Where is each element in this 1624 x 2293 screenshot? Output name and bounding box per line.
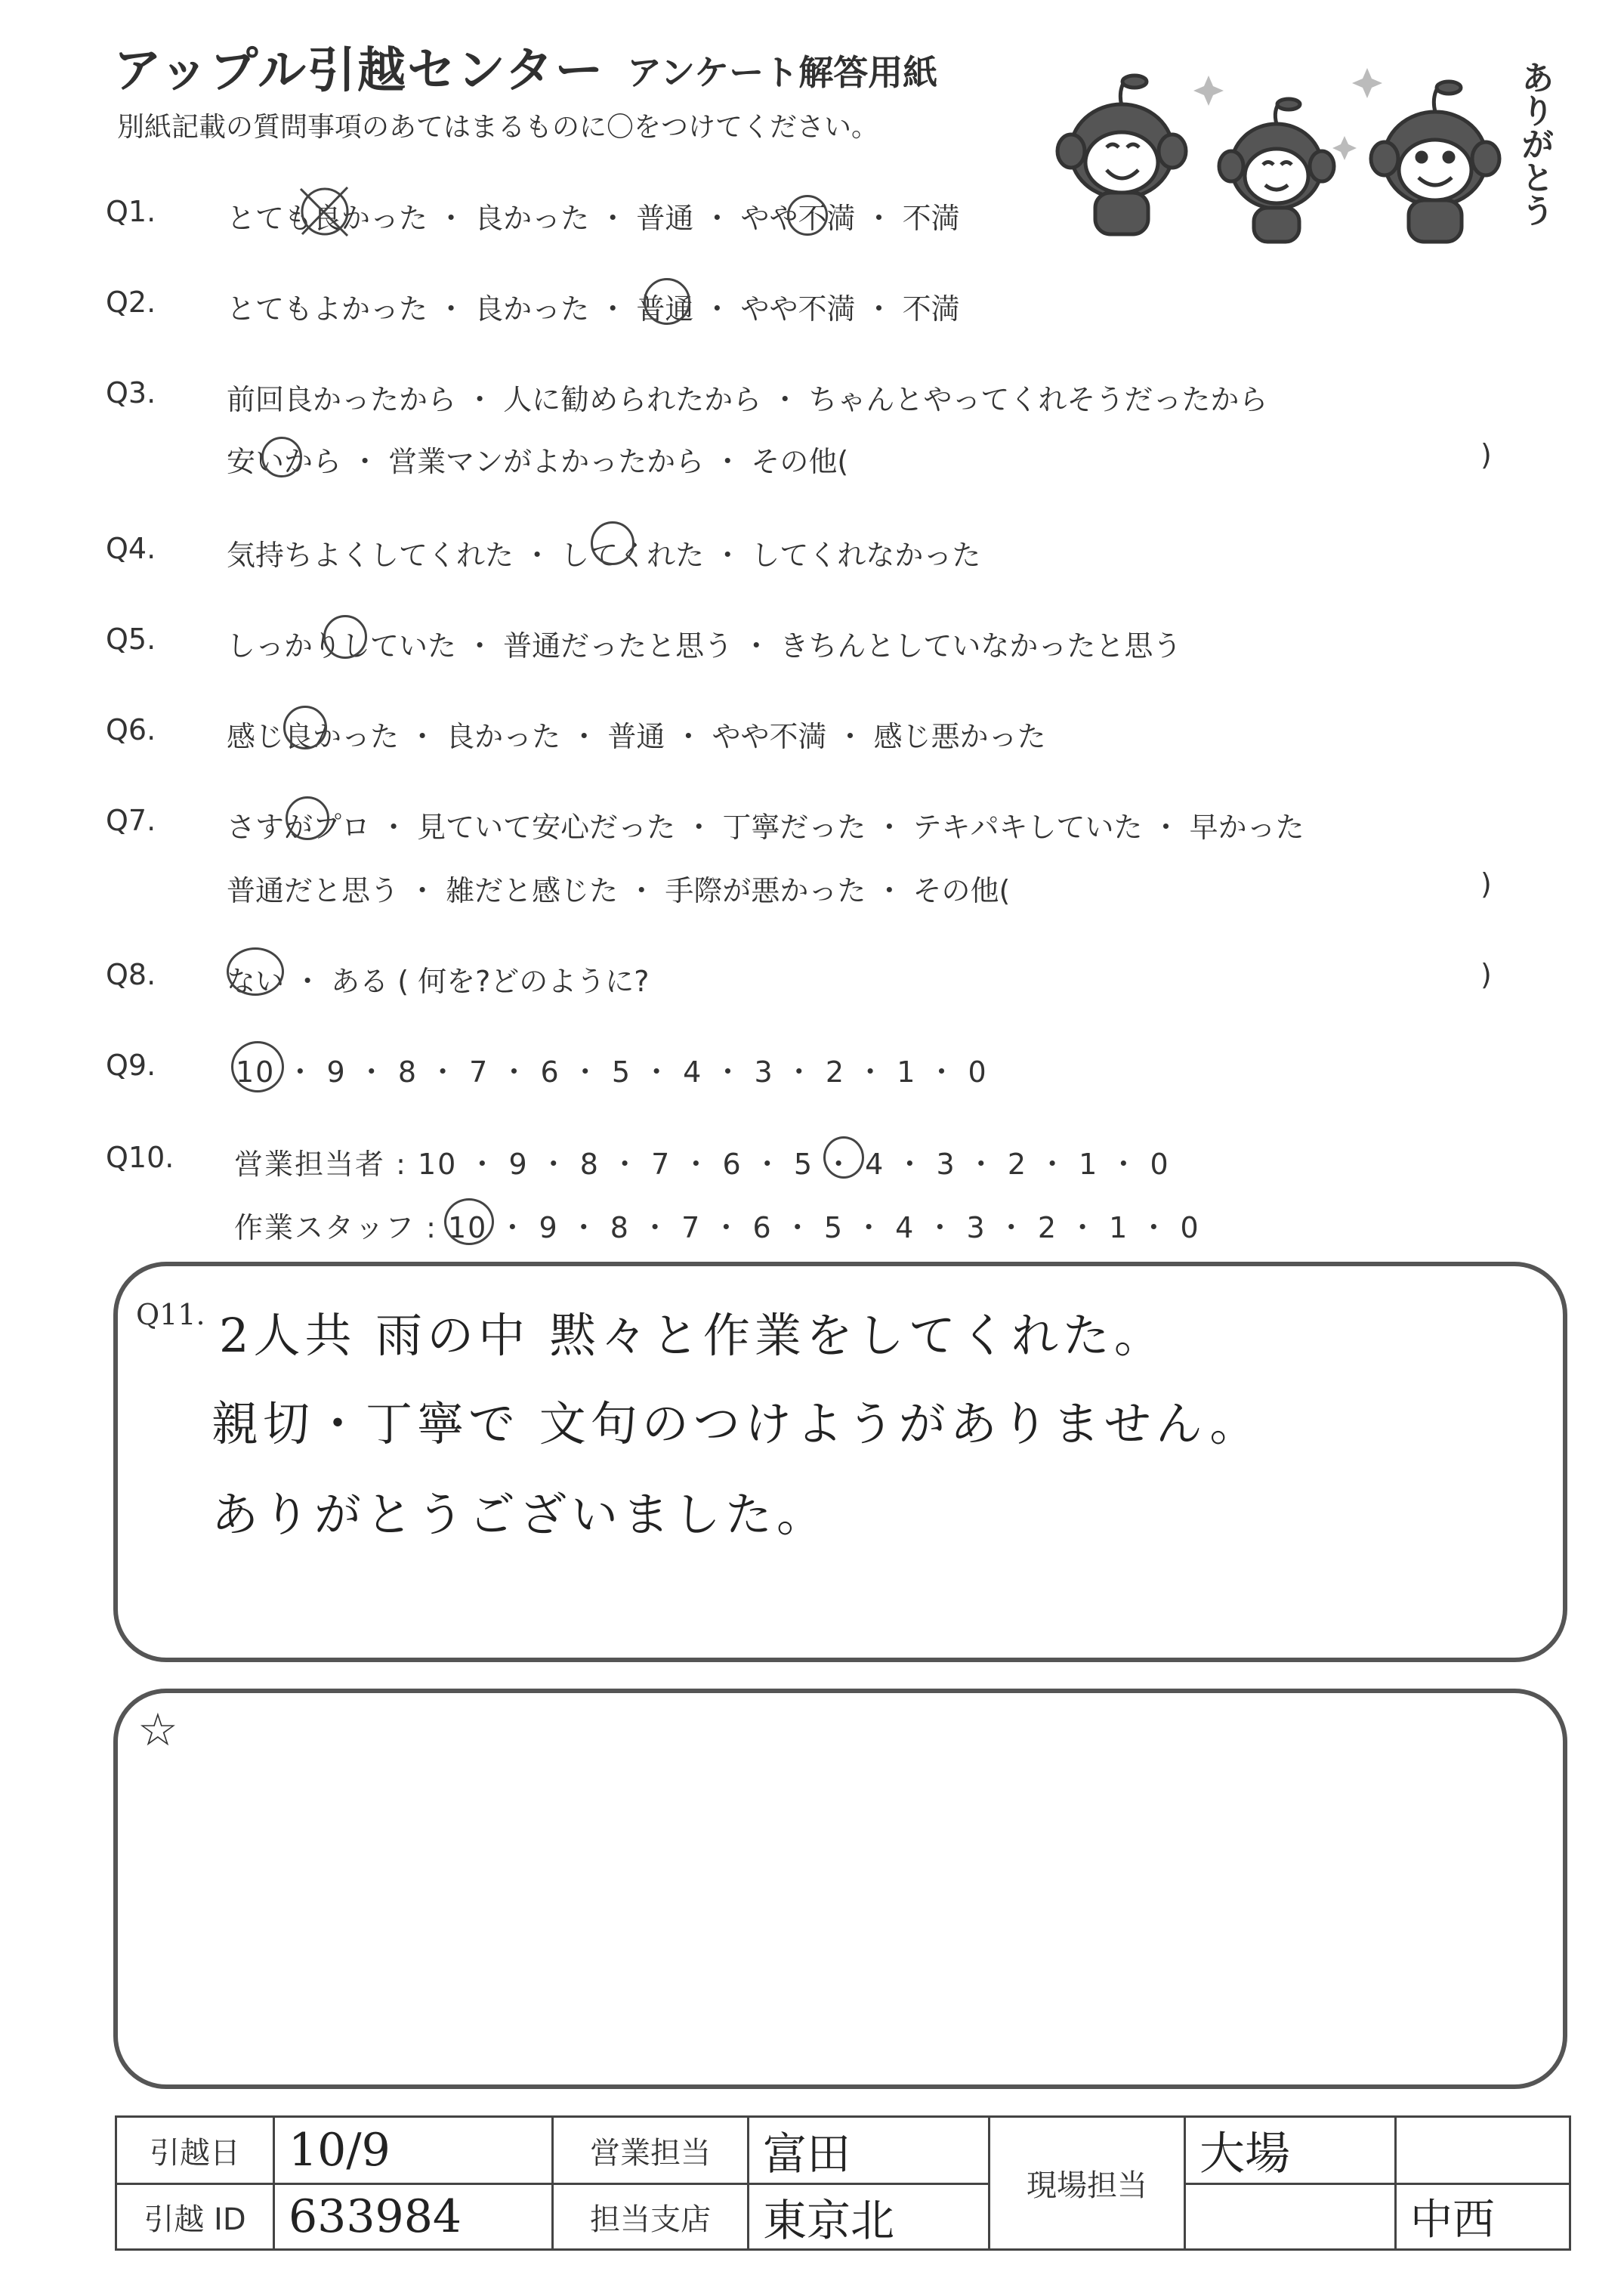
q8-label: Q8. bbox=[106, 958, 156, 991]
comment-line-1: 2人共 雨の中 黙々と作業をしてくれた。 bbox=[219, 1308, 1166, 1363]
q3-options-line2[interactable]: 安いから ・ 営業マンがよかったから ・ その他( bbox=[227, 445, 849, 478]
move-date-value: 10/9 bbox=[274, 2117, 553, 2184]
q2-label: Q2. bbox=[106, 286, 156, 319]
instruction-text: 別紙記載の質問事項のあてはまるものに〇をつけてください。 bbox=[117, 112, 879, 143]
q8-options[interactable]: ない ・ ある ( 何を?どのように? bbox=[227, 965, 650, 998]
sales-rep-value: 富田 bbox=[749, 2117, 990, 2184]
q7-options-line2[interactable]: 普通だと思う ・ 雑だと感じた ・ 手際が悪かった ・ その他( bbox=[227, 874, 1011, 907]
q5-options[interactable]: しっかりしていた ・ 普通だったと思う ・ きちんとしていなかったと思う bbox=[227, 629, 1182, 663]
move-info-table bbox=[115, 2115, 1571, 2251]
q10-sales-scale[interactable]: 営業担当者 : 10 ・ 9 ・ 8 ・ 7 ・ 6 ・ 5 ・ 4 ・ 3 ・ 2 ・ 1 ・ 0 bbox=[234, 1148, 1170, 1181]
form-title: アンケート解答用紙 bbox=[627, 52, 938, 93]
company-title: アップル引越センター bbox=[113, 43, 605, 99]
site-rep-label: 現場担当 bbox=[990, 2117, 1185, 2250]
q1-label: Q1. bbox=[106, 195, 156, 228]
monkey-mascots-icon bbox=[1035, 38, 1564, 249]
site-rep-2-value: 中西 bbox=[1396, 2184, 1570, 2250]
q6-label: Q6. bbox=[106, 713, 156, 746]
q10-staff-scale[interactable]: 作業スタッフ : 10 ・ 9 ・ 8 ・ 7 ・ 6 ・ 5 ・ 4 ・ 3 ・ 2 ・ 1 ・ 0 bbox=[234, 1211, 1200, 1244]
thanks-text: ありがとう bbox=[1515, 60, 1554, 227]
q1-options[interactable]: とても良かった ・ 良かった ・ 普通 ・ やや不満 ・ 不満 bbox=[227, 202, 960, 235]
q7-paren-close: ) bbox=[1480, 867, 1492, 901]
notes-box[interactable] bbox=[113, 1689, 1567, 2089]
q8-paren-close: ) bbox=[1480, 958, 1492, 991]
move-date-label: 引越日 bbox=[116, 2117, 274, 2184]
q3-label: Q3. bbox=[106, 376, 156, 409]
star-icon: ☆ bbox=[137, 1704, 178, 1757]
site-rep-1b-value bbox=[1396, 2117, 1570, 2184]
q6-options[interactable]: 感じ良かった ・ 良かった ・ 普通 ・ やや不満 ・ 感じ悪かった bbox=[227, 720, 1046, 753]
comment-line-3: ありがとうございました。 bbox=[211, 1487, 829, 1542]
q3-options-line1[interactable]: 前回良かったから ・ 人に勧められたから ・ ちゃんとやってくれそうだったから bbox=[227, 383, 1268, 416]
q7-label: Q7. bbox=[106, 804, 156, 837]
move-id-value: 633984 bbox=[274, 2184, 553, 2250]
q2-options[interactable]: とてもよかった ・ 良かった ・ 普通 ・ やや不満 ・ 不満 bbox=[227, 292, 960, 326]
q5-label: Q5. bbox=[106, 623, 156, 656]
branch-label: 担当支店 bbox=[553, 2184, 749, 2250]
sales-rep-label: 営業担当 bbox=[553, 2117, 749, 2184]
q9-scale[interactable]: 10 ・ 9 ・ 8 ・ 7 ・ 6 ・ 5 ・ 4 ・ 3 ・ 2 ・ 1 ・ 0 bbox=[236, 1055, 988, 1089]
q4-options[interactable]: 気持ちよくしてくれた ・ してくれた ・ してくれなかった bbox=[227, 539, 981, 572]
site-rep-empty-cell bbox=[1185, 2184, 1396, 2250]
branch-value: 東京北 bbox=[749, 2184, 990, 2250]
q9-label: Q9. bbox=[106, 1049, 156, 1082]
q11-label: Q11. bbox=[136, 1298, 205, 1331]
q10-label: Q10. bbox=[106, 1141, 174, 1174]
comment-line-2: 親切・丁寧で 文句のつけようがありません。 bbox=[211, 1396, 1261, 1451]
q7-options-line1[interactable]: さすがプロ ・ 見ていて安心だった ・ 丁寧だった ・ テキパキしていた ・ 早かった bbox=[227, 811, 1304, 844]
q4-label: Q4. bbox=[106, 532, 156, 565]
q3-paren-close: ) bbox=[1480, 438, 1492, 471]
move-id-label: 引越 ID bbox=[116, 2184, 274, 2250]
site-rep-1-value: 大場 bbox=[1185, 2117, 1396, 2184]
